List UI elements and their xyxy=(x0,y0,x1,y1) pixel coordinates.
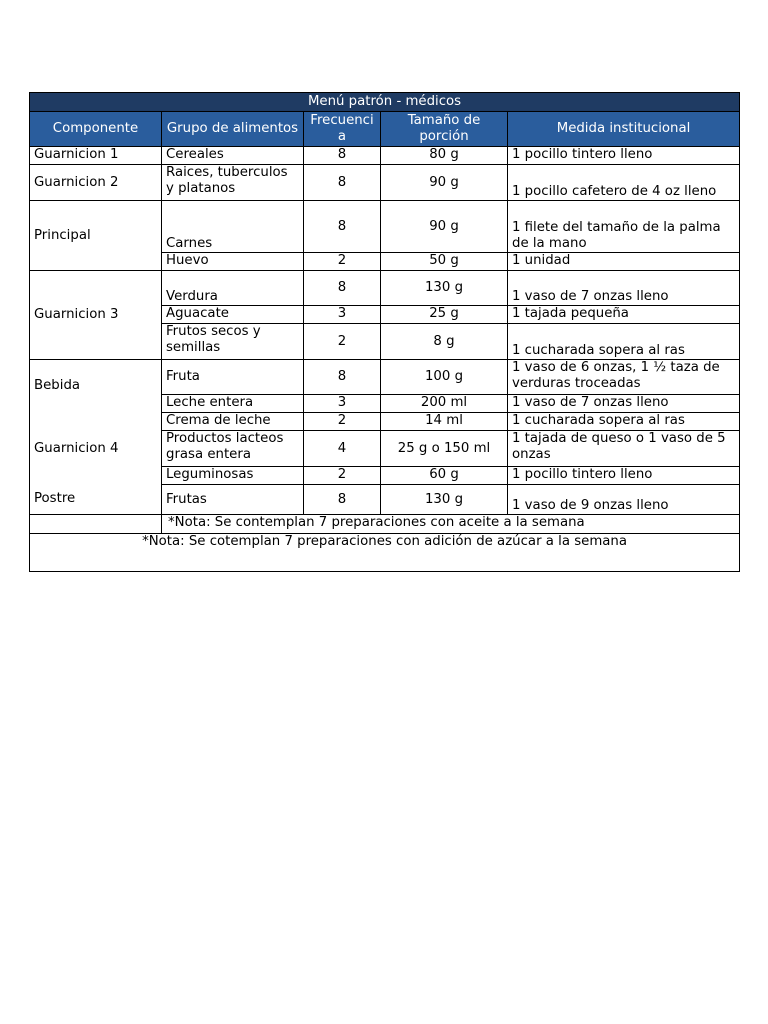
header-tamano: Tamaño de porción xyxy=(381,112,508,147)
frecuencia-cell: 2 xyxy=(304,253,381,271)
grupo-cell: Crema de leche xyxy=(162,413,304,431)
grupo-cell: Productos lacteos grasa entera xyxy=(162,431,304,467)
tamano-cell: 50 g xyxy=(381,253,508,271)
tamano-cell: 25 g xyxy=(381,306,508,324)
grupo-cell: Aguacate xyxy=(162,306,304,324)
table-row xyxy=(30,413,740,431)
component-cell: Guarnicion 2 xyxy=(30,165,162,201)
header-frecuencia: Frecuenci a xyxy=(304,112,381,147)
component-cell: Postre xyxy=(30,485,162,515)
medida-cell: 1 vaso de 9 onzas lleno xyxy=(508,485,740,515)
frecuencia-cell: 3 xyxy=(304,395,381,413)
medida-cell: 1 cucharada sopera al ras xyxy=(508,324,740,360)
grupo-cell: Raices, tuberculos y platanos xyxy=(162,165,304,201)
note-aceite: *Nota: Se contemplan 7 preparaciones con aceite a la semana xyxy=(162,515,740,534)
table-row xyxy=(30,485,740,515)
menu-table xyxy=(29,92,740,572)
frecuencia-cell: 8 xyxy=(304,147,381,165)
grupo-cell: Carnes xyxy=(162,201,304,253)
table-header-row xyxy=(30,112,740,147)
frecuencia-cell: 8 xyxy=(304,360,381,395)
medida-cell: 1 vaso de 6 onzas, 1 ½ taza de verduras troceadas xyxy=(508,360,740,395)
frecuencia-cell: 2 xyxy=(304,413,381,431)
tamano-cell: 130 g xyxy=(381,271,508,306)
grupo-cell: Verdura xyxy=(162,271,304,306)
grupo-cell: Leche entera xyxy=(162,395,304,413)
table-title-row xyxy=(30,93,740,112)
tamano-cell: 60 g xyxy=(381,467,508,485)
frecuencia-cell: 4 xyxy=(304,431,381,467)
table-row xyxy=(30,165,740,201)
medida-cell: 1 filete del tamaño de la palma de la mano xyxy=(508,201,740,253)
medida-cell: 1 unidad xyxy=(508,253,740,271)
grupo-cell: Frutas xyxy=(162,485,304,515)
tamano-cell: 130 g xyxy=(381,485,508,515)
medida-cell: 1 tajada de queso o 1 vaso de 5 onzas xyxy=(508,431,740,467)
component-cell: Guarnicion 4 xyxy=(30,413,162,485)
component-cell: Principal xyxy=(30,201,162,271)
medida-cell: 1 pocillo tintero lleno xyxy=(508,467,740,485)
table-row xyxy=(30,360,740,395)
grupo-cell: Frutos secos y semillas xyxy=(162,324,304,360)
tamano-cell: 25 g o 150 ml xyxy=(381,431,508,467)
component-cell: Bebida xyxy=(30,360,162,413)
grupo-cell: Huevo xyxy=(162,253,304,271)
component-cell: Guarnicion 3 xyxy=(30,271,162,360)
frecuencia-cell: 8 xyxy=(304,201,381,253)
tamano-cell: 90 g xyxy=(381,201,508,253)
frecuencia-cell: 8 xyxy=(304,485,381,515)
tamano-cell: 90 g xyxy=(381,165,508,201)
note-row xyxy=(30,534,740,572)
note-azucar: *Nota: Se cotemplan 7 preparaciones con adición de azúcar a la semana xyxy=(30,534,740,572)
frecuencia-cell: 8 xyxy=(304,165,381,201)
note-row xyxy=(30,515,740,534)
medida-cell: 1 pocillo tintero lleno xyxy=(508,147,740,165)
tamano-cell: 14 ml xyxy=(381,413,508,431)
tamano-cell: 8 g xyxy=(381,324,508,360)
grupo-cell: Fruta xyxy=(162,360,304,395)
tamano-cell: 200 ml xyxy=(381,395,508,413)
medida-cell: 1 vaso de 7 onzas lleno xyxy=(508,271,740,306)
medida-cell: 1 vaso de 7 onzas lleno xyxy=(508,395,740,413)
header-medida: Medida institucional xyxy=(508,112,740,147)
frecuencia-cell: 2 xyxy=(304,324,381,360)
grupo-cell: Cereales xyxy=(162,147,304,165)
medida-cell: 1 cucharada sopera al ras xyxy=(508,413,740,431)
table-row xyxy=(30,201,740,253)
table-row xyxy=(30,147,740,165)
frecuencia-cell: 8 xyxy=(304,271,381,306)
header-componente: Componente xyxy=(30,112,162,147)
frecuencia-cell: 3 xyxy=(304,306,381,324)
tamano-cell: 100 g xyxy=(381,360,508,395)
component-cell: Guarnicion 1 xyxy=(30,147,162,165)
medida-cell: 1 tajada pequeña xyxy=(508,306,740,324)
grupo-cell: Leguminosas xyxy=(162,467,304,485)
tamano-cell: 80 g xyxy=(381,147,508,165)
table-title: Menú patrón - médicos xyxy=(30,93,740,112)
table-row xyxy=(30,271,740,306)
header-grupo: Grupo de alimentos xyxy=(162,112,304,147)
frecuencia-cell: 2 xyxy=(304,467,381,485)
medida-cell: 1 pocillo cafetero de 4 oz lleno xyxy=(508,165,740,201)
